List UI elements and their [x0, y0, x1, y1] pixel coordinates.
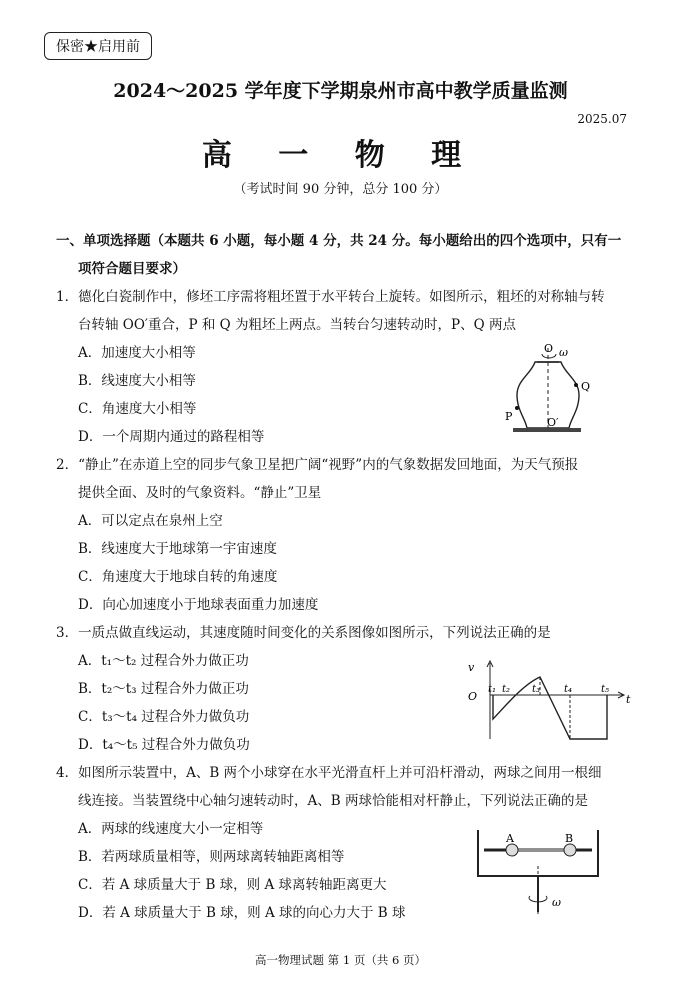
q3-label-t: t: [626, 693, 631, 706]
q1-point-p: [515, 406, 519, 410]
q1-point-q: [574, 383, 578, 387]
q3-velocity-curve: [493, 677, 610, 739]
q4-frame: [478, 830, 598, 876]
q1-option-d: D．一个周期内通过的路程相等: [78, 429, 265, 445]
q2-option-c: C．角速度大于地球自转的角速度: [78, 569, 278, 585]
q1-label-omega: ω: [559, 346, 568, 359]
q3-label-t5: t₅: [601, 684, 610, 695]
exam-date: 2025.07: [577, 112, 627, 126]
q1-stem-line2: 台转轴 OO′重合，P 和 Q 为粗坯上两点。当转台匀速转动时，P、Q 两点: [78, 317, 516, 333]
q4-option-d: D．若 A 球质量大于 B 球，则 A 球的向心力大于 B 球: [78, 905, 406, 921]
page-footer: 高一物理试题 第 1 页（共 6 页）: [255, 953, 426, 967]
q1-option-a: A．加速度大小相等: [78, 345, 196, 361]
subject-title: 高 一 物 理: [201, 138, 480, 173]
q4-ball-a: [506, 844, 518, 856]
q1-option-b: B．线速度大小相等: [78, 373, 196, 389]
q1-vase-figure: [495, 340, 595, 440]
q2-stem-line2: 提供全面、及时的气象资料。“静止”卫星: [78, 485, 322, 501]
q1-option-c: C．角速度大小相等: [78, 401, 197, 417]
q2-option-b: B．线速度大于地球第一宇宙速度: [78, 541, 277, 557]
q3-label-o: O: [468, 690, 478, 703]
q3-label-v: v: [468, 661, 475, 674]
q4-label-omega: ω: [552, 896, 561, 909]
q2-option-d: D．向心加速度小于地球表面重力加速度: [78, 597, 319, 613]
section-title-line1: 一、单项选择题（本题共 6 小题，每小题 4 分，共 24 分。每小题给出的四个选项中，只有一: [56, 233, 622, 249]
q3-option-a: A．t₁～t₂ 过程合外力做正功: [78, 653, 249, 669]
q4-option-b: B．若两球质量相等，则两球离转轴距离相等: [78, 849, 345, 865]
q1-label-o: O: [544, 342, 554, 355]
q2-stem-line1: 2．“静止”在赤道上空的同步气象卫星把广阔“视野”内的气象数据发回地面，为天气预报: [56, 457, 579, 473]
section-title-line2: 项符合题目要求）: [78, 261, 186, 277]
q4-stem-line1: 4．如图所示装置中，A、B 两个小球穿在水平光滑直杆上并可沿杆滑动，两球之间用一根细: [56, 765, 602, 781]
exam-info: （考试时间 90 分钟，总分 100 分）: [233, 182, 448, 197]
q4-option-a: A．两球的线速度大小一定相等: [78, 821, 264, 837]
q3-option-c: C．t₃～t₄ 过程合外力做负功: [78, 709, 250, 725]
q4-label-a: A: [506, 832, 514, 845]
q2-option-a: A．可以定点在泉州上空: [78, 513, 223, 529]
q1-stem-line1: 1．德化白瓷制作中，修坯工序需将粗坯置于水平转台上旋转。如图所示，粗坯的对称轴与转: [56, 289, 605, 305]
q4-rotating-frame-figure: [470, 826, 610, 918]
q4-ball-b: [564, 844, 576, 856]
q3-stem-line1: 3．一质点做直线运动，其速度随时间变化的关系图像如图所示，下列说法正确的是: [56, 625, 551, 641]
q4-stem-line2: 线连接。当装置绕中心轴匀速转动时，A、B 两球恰能相对杆静止，下列说法正确的是: [78, 793, 588, 809]
exam-title: 2024～2025 学年度下学期泉州市高中教学质量监测: [113, 80, 568, 102]
q3-option-b: B．t₂～t₃ 过程合外力做正功: [78, 681, 249, 697]
q3-option-d: D．t₄～t₅ 过程合外力做负功: [78, 737, 250, 753]
q1-label-o-prime: O′: [547, 416, 559, 429]
q1-label-q: Q: [581, 380, 591, 393]
q3-label-t4: t₄: [564, 684, 573, 695]
confidential-badge: 保密★启用前: [44, 32, 152, 60]
q4-option-c: C．若 A 球质量大于 B 球，则 A 球离转轴距离更大: [78, 877, 387, 893]
q3-vt-graph: [462, 655, 632, 745]
q3-label-t3: t₃: [532, 684, 541, 695]
q4-label-b: B: [565, 832, 574, 845]
q1-label-p: P: [505, 410, 513, 423]
q3-label-t2: t₂: [502, 684, 511, 695]
q3-label-t1: t₁: [488, 684, 497, 695]
